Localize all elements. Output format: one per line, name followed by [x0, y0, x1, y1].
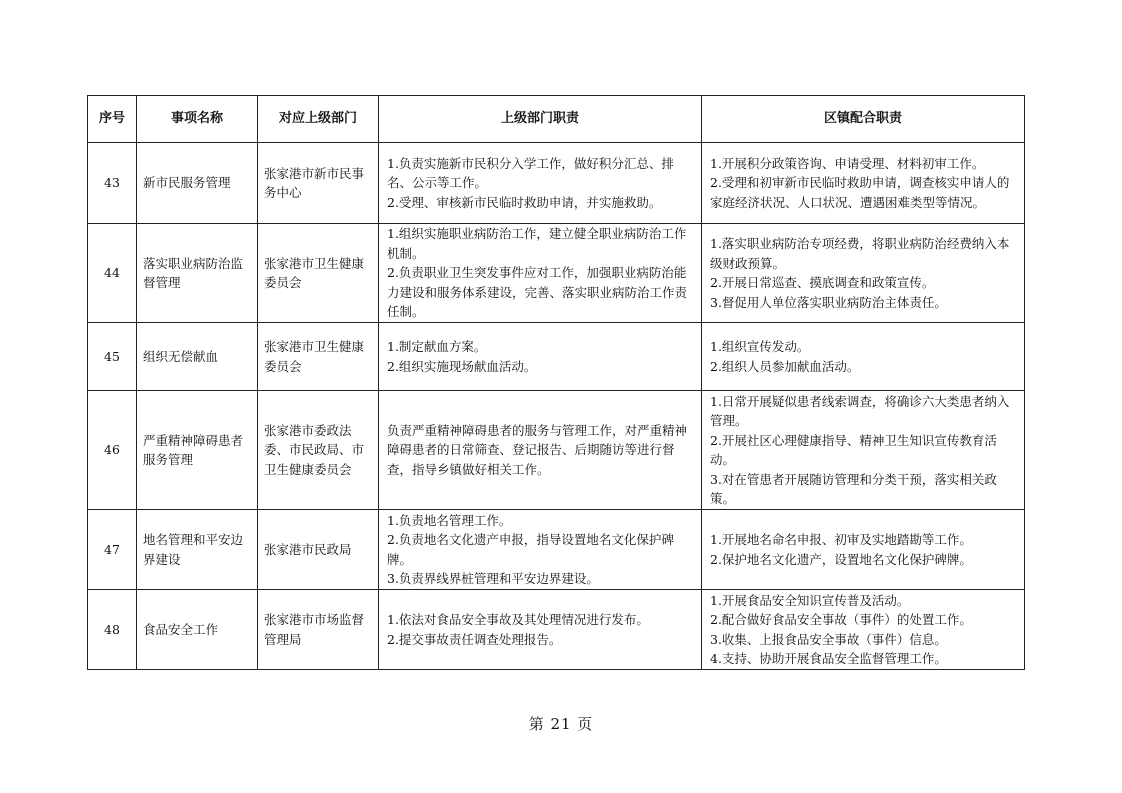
row-number: 45 — [88, 323, 137, 391]
row-number: 43 — [88, 143, 137, 224]
superior-dept: 张家港市民政局 — [258, 510, 379, 590]
item-name: 组织无偿献血 — [137, 323, 258, 391]
duty-line: 2.提交事故责任调查处理报告。 — [387, 631, 562, 647]
duty-line: 1.制定献血方案。 — [387, 339, 487, 354]
item-name: 落实职业病防治监督管理 — [137, 224, 258, 323]
superior-dept: 张家港市新市民事务中心 — [258, 143, 379, 224]
table-header-row — [88, 96, 1025, 143]
duty-line: 1.落实职业病防治专项经费，将职业病防治经费纳入本级财政预算。 — [710, 236, 1010, 271]
row-number: 46 — [88, 391, 137, 510]
duty-line: 2.配合做好食品安全事故（事件）的处置工作。 — [710, 612, 972, 627]
header-superior-dept: 对应上级部门 — [258, 96, 379, 143]
superior-duty — [379, 224, 702, 323]
duty-line: 1.开展地名命名申报、初审及实地踏勘等工作。 — [710, 532, 972, 547]
page-number: 第 21 页 — [528, 715, 594, 733]
local-duty — [702, 391, 1025, 510]
duty-line: 1.日常开展疑似患者线索调查，将确诊六大类患者纳入管理。 — [710, 393, 1010, 428]
local-duty — [702, 143, 1025, 224]
item-name: 地名管理和平安边界建设 — [137, 510, 258, 590]
duty-line: 1.开展食品安全知识宣传普及活动。 — [710, 592, 910, 608]
table-row — [88, 224, 1025, 323]
superior-dept: 张家港市市场监督管理局 — [258, 590, 379, 670]
duty-line: 2.受理和初审新市民临时救助申请，调查核实申请人的家庭经济状况、人口状况、遭遇困难类型等情况。 — [710, 175, 1010, 210]
duty-line: 1.依法对食品安全事故及其处理情况进行发布。 — [387, 612, 649, 627]
local-duty — [702, 510, 1025, 590]
header-item-name: 事项名称 — [137, 96, 258, 143]
superior-duty — [379, 510, 702, 590]
table-row — [88, 323, 1025, 391]
header-no: 序号 — [88, 96, 137, 143]
duty-line: 1.组织宣传发动。 — [710, 339, 810, 354]
duty-line: 负责严重精神障碍患者的服务与管理工作，对严重精神障碍患者的日常筛查、登记报告、后期随访等进行督查，指导乡镇做好相关工作。 — [387, 422, 688, 477]
local-duty — [702, 323, 1025, 391]
table-row — [88, 143, 1025, 224]
superior-dept: 张家港市卫生健康委员会 — [258, 224, 379, 323]
duty-table — [87, 95, 1025, 670]
superior-dept: 张家港市委政法委、市民政局、市卫生健康委员会 — [258, 391, 379, 510]
table-row — [88, 590, 1025, 670]
superior-duty — [379, 590, 702, 670]
superior-duty — [379, 391, 702, 510]
duty-line: 3.对在管患者开展随访管理和分类干预，落实相关政策。 — [710, 471, 997, 506]
row-number: 47 — [88, 510, 137, 590]
duty-line: 3.负责界线界桩管理和平安边界建设。 — [387, 571, 599, 586]
duty-line: 3.收集、上报食品安全事故（事件）信息。 — [710, 631, 947, 647]
item-name: 新市民服务管理 — [137, 143, 258, 224]
duty-line: 1.开展积分政策咨询、申请受理、材料初审工作。 — [710, 155, 985, 171]
header-local-duty: 区镇配合职责 — [702, 96, 1025, 143]
item-name: 严重精神障碍患者服务管理 — [137, 391, 258, 510]
local-duty — [702, 590, 1025, 670]
duty-line: 3.督促用人单位落实职业病防治主体责任。 — [710, 294, 947, 310]
duty-line: 1.组织实施职业病防治工作，建立健全职业病防治工作机制。 — [387, 226, 687, 261]
duty-line: 4.支持、协助开展食品安全监督管理工作。 — [710, 651, 947, 666]
duty-line: 1.负责实施新市民积分入学工作，做好积分汇总、排名、公示等工作。 — [387, 155, 674, 191]
duty-line: 2.组织实施现场献血活动。 — [387, 358, 537, 374]
superior-dept: 张家港市卫生健康委员会 — [258, 323, 379, 391]
superior-duty — [379, 323, 702, 391]
duty-line: 2.负责职业卫生突发事件应对工作，加强职业病防治能力建设和服务体系建设，完善、落实职业病防治工作责任制。 — [387, 265, 688, 320]
table-row — [88, 391, 1025, 510]
duty-line: 2.组织人员参加献血活动。 — [710, 358, 860, 374]
item-name: 食品安全工作 — [137, 590, 258, 670]
row-number: 44 — [88, 224, 137, 323]
duty-line: 2.保护地名文化遗产，设置地名文化保护碑牌。 — [710, 551, 972, 567]
duty-line: 2.负责地名文化遗产申报，指导设置地名文化保护碑牌。 — [387, 532, 674, 567]
superior-duty — [379, 143, 702, 224]
duty-line: 1.负责地名管理工作。 — [387, 512, 512, 528]
header-superior-duty: 上级部门职责 — [379, 96, 702, 143]
duty-line: 2.受理、审核新市民临时救助申请，并实施救助。 — [387, 194, 662, 210]
table-row — [88, 510, 1025, 590]
duty-line: 2.开展社区心理健康指导、精神卫生知识宣传教育活动。 — [710, 432, 997, 467]
local-duty — [702, 224, 1025, 323]
duty-line: 2.开展日常巡查、摸底调查和政策宣传。 — [710, 275, 935, 290]
row-number: 48 — [88, 590, 137, 670]
